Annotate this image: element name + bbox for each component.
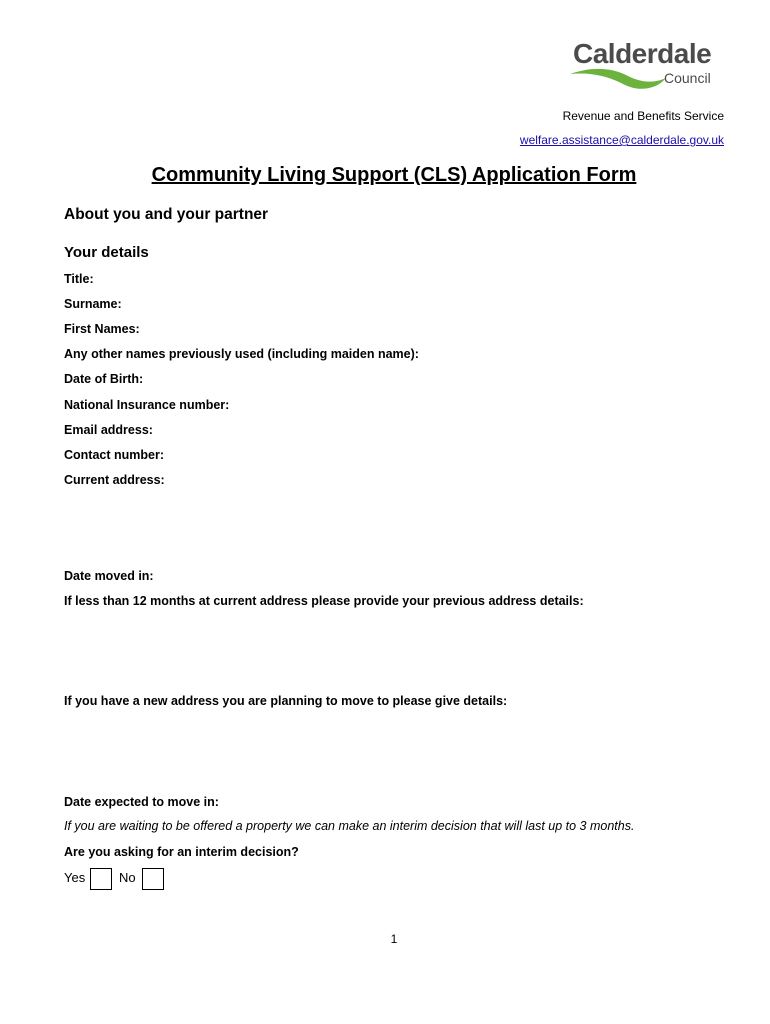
other-names-field-label: Any other names previously used (including maiden name):: [64, 347, 419, 361]
ni-number-field-label: National Insurance number:: [64, 398, 230, 412]
date-expected-field-label: Date expected to move in:: [64, 795, 219, 809]
logo-swoosh-icon: [568, 64, 668, 96]
title-field-label: Title:: [64, 272, 94, 286]
date-moved-in-field-label: Date moved in:: [64, 569, 154, 583]
logo-name: Calderdale: [573, 38, 712, 69]
no-checkbox[interactable]: [142, 868, 164, 890]
dob-field-label: Date of Birth:: [64, 372, 144, 386]
service-name: Revenue and Benefits Service: [562, 109, 724, 123]
calderdale-council-logo: [568, 34, 728, 96]
first-names-field-label: First Names:: [64, 322, 140, 336]
interim-question: Are you asking for an interim decision?: [64, 845, 299, 859]
yes-option-label: Yes: [64, 870, 86, 885]
logo-subtitle: Council: [664, 70, 711, 86]
previous-address-field-label: If less than 12 months at current address please provide your previous address details:: [64, 594, 584, 608]
contact-number-field-label: Contact number:: [64, 448, 164, 462]
page-number: 1: [390, 932, 398, 946]
new-address-field-label: If you have a new address you are planning to move to please give details:: [64, 694, 508, 708]
no-option-label: No: [119, 870, 136, 885]
contact-email-link[interactable]: welfare.assistance@calderdale.gov.uk: [519, 133, 724, 147]
form-title: Community Living Support (CLS) Application Form: [151, 164, 637, 186]
interim-note: If you are waiting to be offered a property we can make an interim decision that will last up to 3 months.: [64, 819, 635, 833]
surname-field-label: Surname:: [64, 297, 122, 311]
subheading: Your details: [64, 244, 149, 261]
email-field-label: Email address:: [64, 423, 153, 437]
current-address-field-label: Current address:: [64, 473, 165, 487]
yes-checkbox[interactable]: [90, 868, 112, 890]
section-heading: About you and your partner: [64, 206, 269, 223]
